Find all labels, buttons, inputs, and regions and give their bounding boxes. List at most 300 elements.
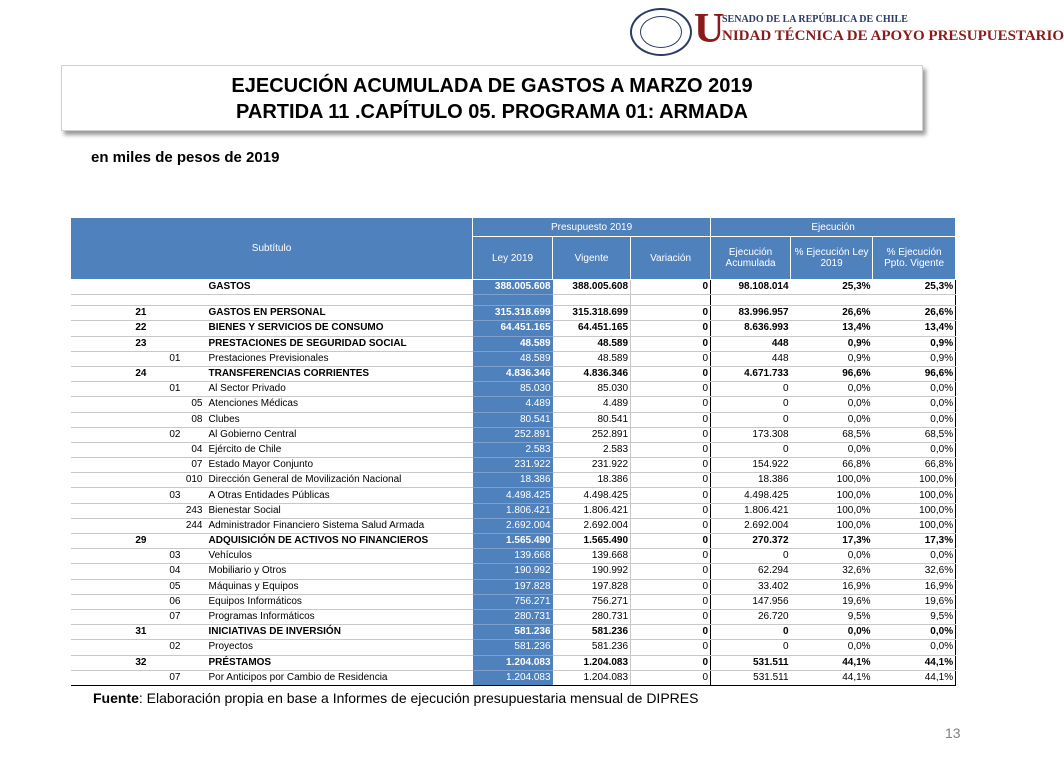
code-asignacion	[183, 549, 207, 564]
row-label: Por Anticipos por Cambio de Residencia	[207, 670, 473, 685]
value-pct-vigente: 44,1%	[873, 655, 956, 670]
code-subtitulo	[71, 382, 149, 397]
row-label: TRANSFERENCIAS CORRIENTES	[207, 366, 473, 381]
value-vigente: 190.992	[553, 564, 631, 579]
value-ejecucion: 1.806.421	[711, 503, 791, 518]
value-pct-ley: 100,0%	[791, 518, 873, 533]
value-vigente: 581.236	[553, 640, 631, 655]
value-ley: 139.668	[473, 549, 553, 564]
code-asignacion	[183, 534, 207, 549]
row-label: PRÉSTAMOS	[207, 655, 473, 670]
value-pct-vigente: 0,0%	[873, 412, 956, 427]
value-pct-ley: 100,0%	[791, 473, 873, 488]
value-ejecucion: 531.511	[711, 670, 791, 685]
value-pct-ley: 66,8%	[791, 458, 873, 473]
value-variacion: 0	[631, 397, 711, 412]
value-ejecucion: 0	[711, 625, 791, 640]
value-ley: 388.005.608	[473, 280, 553, 295]
value-ley: 252.891	[473, 427, 553, 442]
row-label: Al Gobierno Central	[207, 427, 473, 442]
value-vigente: 581.236	[553, 625, 631, 640]
senate-seal-inner	[640, 16, 682, 48]
code-asignacion	[183, 625, 207, 640]
code-asignacion	[183, 382, 207, 397]
value-ejecucion: 0	[711, 640, 791, 655]
table-row	[71, 473, 956, 488]
value-ejecucion: 0	[711, 412, 791, 427]
value-pct-vigente: 0,9%	[873, 351, 956, 366]
value-vigente: 1.204.083	[553, 670, 631, 685]
value-ley: 2.583	[473, 442, 553, 457]
value-variacion: 0	[631, 594, 711, 609]
code-item: 03	[149, 488, 183, 503]
value-pct-ley: 13,4%	[791, 321, 873, 336]
table-row	[71, 594, 956, 609]
code-subtitulo	[71, 412, 149, 427]
value-variacion: 0	[631, 518, 711, 533]
table-row	[71, 397, 956, 412]
value-variacion: 0	[631, 336, 711, 351]
code-item: 01	[149, 382, 183, 397]
value-pct-vigente: 96,6%	[873, 366, 956, 381]
value-vigente: 2.583	[553, 442, 631, 457]
value-variacion: 0	[631, 280, 711, 295]
code-item	[149, 503, 183, 518]
value-variacion: 0	[631, 609, 711, 624]
value-ley: 1.204.083	[473, 655, 553, 670]
value-ejecucion: 448	[711, 351, 791, 366]
source-note	[93, 690, 698, 706]
value-ley: 1.565.490	[473, 534, 553, 549]
value-pct-ley: 0,0%	[791, 640, 873, 655]
code-subtitulo: 29	[71, 534, 149, 549]
value-pct-vigente: 25,3%	[873, 280, 956, 295]
code-subtitulo	[71, 518, 149, 533]
code-subtitulo: 24	[71, 366, 149, 381]
value-vigente: 1.204.083	[553, 655, 631, 670]
table-row	[71, 518, 956, 533]
value-ley: 197.828	[473, 579, 553, 594]
value-ley: 80.541	[473, 412, 553, 427]
table-row	[71, 488, 956, 503]
row-label: Estado Mayor Conjunto	[207, 458, 473, 473]
value-ley: 280.731	[473, 609, 553, 624]
code-item: 02	[149, 427, 183, 442]
value-variacion: 0	[631, 382, 711, 397]
blank-cell	[207, 295, 473, 306]
value-pct-vigente: 0,0%	[873, 625, 956, 640]
value-pct-ley: 0,0%	[791, 442, 873, 457]
value-vigente: 2.692.004	[553, 518, 631, 533]
value-pct-vigente: 68,5%	[873, 427, 956, 442]
value-ley: 190.992	[473, 564, 553, 579]
code-item: 06	[149, 594, 183, 609]
value-vigente: 197.828	[553, 579, 631, 594]
value-vigente: 1.565.490	[553, 534, 631, 549]
value-pct-vigente: 13,4%	[873, 321, 956, 336]
value-variacion: 0	[631, 655, 711, 670]
code-item	[149, 397, 183, 412]
blank-cell	[631, 295, 711, 306]
value-ejecucion: 26.720	[711, 609, 791, 624]
value-pct-ley: 0,9%	[791, 336, 873, 351]
value-variacion: 0	[631, 427, 711, 442]
value-pct-ley: 68,5%	[791, 427, 873, 442]
value-pct-ley: 0,0%	[791, 382, 873, 397]
code-item	[149, 321, 183, 336]
table-row	[71, 336, 956, 351]
row-label: GASTOS EN PERSONAL	[207, 306, 473, 321]
budget-table	[70, 217, 956, 686]
value-pct-vigente: 100,0%	[873, 473, 956, 488]
value-variacion: 0	[631, 488, 711, 503]
code-item	[149, 655, 183, 670]
value-pct-ley: 0,0%	[791, 549, 873, 564]
value-vigente: 1.806.421	[553, 503, 631, 518]
value-pct-ley: 9,5%	[791, 609, 873, 624]
code-subtitulo	[71, 442, 149, 457]
value-vigente: 64.451.165	[553, 321, 631, 336]
code-asignacion: 05	[183, 397, 207, 412]
code-subtitulo: 22	[71, 321, 149, 336]
value-variacion: 0	[631, 321, 711, 336]
row-label: Bienestar Social	[207, 503, 473, 518]
header-ley: Ley 2019	[473, 237, 553, 280]
value-ley: 581.236	[473, 640, 553, 655]
table-row	[71, 655, 956, 670]
row-label: Equipos Informáticos	[207, 594, 473, 609]
value-ley: 4.836.346	[473, 366, 553, 381]
value-pct-vigente: 44,1%	[873, 670, 956, 685]
value-ley: 315.318.699	[473, 306, 553, 321]
code-subtitulo	[71, 640, 149, 655]
code-item	[149, 534, 183, 549]
code-item	[149, 473, 183, 488]
value-ejecucion: 531.511	[711, 655, 791, 670]
value-ley: 4.498.425	[473, 488, 553, 503]
value-pct-ley: 44,1%	[791, 655, 873, 670]
value-pct-ley: 32,6%	[791, 564, 873, 579]
value-ley: 581.236	[473, 625, 553, 640]
table-row	[71, 412, 956, 427]
code-item	[149, 442, 183, 457]
code-asignacion	[183, 640, 207, 655]
code-asignacion	[183, 488, 207, 503]
brand-senate-text: SENADO DE LA REPÚBLICA DE CHILE	[722, 14, 908, 25]
value-vigente: 139.668	[553, 549, 631, 564]
value-pct-ley: 96,6%	[791, 366, 873, 381]
code-item: 03	[149, 549, 183, 564]
value-ejecucion: 8.636.993	[711, 321, 791, 336]
title-line-2: PARTIDA 11 .CAPÍTULO 05. PROGRAMA 01: ARMADA	[236, 101, 748, 123]
value-vigente: 280.731	[553, 609, 631, 624]
row-label: Proyectos	[207, 640, 473, 655]
value-vigente: 4.489	[553, 397, 631, 412]
code-asignacion	[183, 321, 207, 336]
blank-cell	[183, 295, 207, 306]
value-pct-vigente: 0,9%	[873, 336, 956, 351]
value-variacion: 0	[631, 579, 711, 594]
code-subtitulo	[71, 609, 149, 624]
code-asignacion	[183, 351, 207, 366]
value-variacion: 0	[631, 534, 711, 549]
header-ejecucion-acumulada: Ejecución Acumulada	[711, 237, 791, 280]
value-ley: 1.204.083	[473, 670, 553, 685]
value-ejecucion: 4.498.425	[711, 488, 791, 503]
source-label: Fuente	[93, 690, 139, 706]
value-pct-vigente: 0,0%	[873, 382, 956, 397]
senate-seal-logo	[630, 8, 692, 56]
code-item: 01	[149, 351, 183, 366]
value-pct-vigente: 16,9%	[873, 579, 956, 594]
table-row	[71, 549, 956, 564]
row-label: Mobiliario y Otros	[207, 564, 473, 579]
header-pct-ley: % Ejecución Ley 2019	[791, 237, 873, 280]
code-item	[149, 458, 183, 473]
code-asignacion	[183, 306, 207, 321]
row-label: ADQUISICIÓN DE ACTIVOS NO FINANCIEROS	[207, 534, 473, 549]
header-presupuesto: Presupuesto 2019	[473, 218, 711, 237]
code-subtitulo	[71, 427, 149, 442]
value-pct-ley: 25,3%	[791, 280, 873, 295]
value-variacion: 0	[631, 640, 711, 655]
title-line-1: EJECUCIÓN ACUMULADA DE GASTOS A MARZO 2019	[231, 75, 753, 97]
value-ley: 231.922	[473, 458, 553, 473]
code-subtitulo	[71, 579, 149, 594]
value-pct-ley: 26,6%	[791, 306, 873, 321]
code-asignacion: 04	[183, 442, 207, 457]
value-vigente: 252.891	[553, 427, 631, 442]
value-ley: 756.271	[473, 594, 553, 609]
value-pct-ley: 0,0%	[791, 625, 873, 640]
code-asignacion: 244	[183, 518, 207, 533]
table-row	[71, 640, 956, 655]
code-asignacion	[183, 670, 207, 685]
value-ley: 4.489	[473, 397, 553, 412]
code-asignacion: 010	[183, 473, 207, 488]
value-variacion: 0	[631, 503, 711, 518]
code-item	[149, 306, 183, 321]
value-variacion: 0	[631, 564, 711, 579]
value-pct-vigente: 0,0%	[873, 442, 956, 457]
value-ejecucion: 33.402	[711, 579, 791, 594]
value-ejecucion: 448	[711, 336, 791, 351]
value-pct-vigente: 0,0%	[873, 640, 956, 655]
source-text: : Elaboración propia en base a Informes de ejecución presupuestaria mensual de DIPRES	[138, 690, 699, 706]
value-vigente: 4.498.425	[553, 488, 631, 503]
blank-cell	[473, 295, 553, 306]
value-pct-ley: 100,0%	[791, 503, 873, 518]
code-subtitulo	[71, 473, 149, 488]
table-row	[71, 458, 956, 473]
code-subtitulo	[71, 351, 149, 366]
value-ejecucion: 4.671.733	[711, 366, 791, 381]
page-number: 13	[945, 725, 961, 741]
table-row	[71, 427, 956, 442]
row-label: A Otras Entidades Públicas	[207, 488, 473, 503]
blank-cell	[873, 295, 956, 306]
table-row	[71, 295, 956, 306]
value-pct-vigente: 100,0%	[873, 503, 956, 518]
code-subtitulo	[71, 670, 149, 685]
code-subtitulo	[71, 397, 149, 412]
value-ejecucion: 2.692.004	[711, 518, 791, 533]
code-subtitulo: 21	[71, 306, 149, 321]
value-pct-vigente: 17,3%	[873, 534, 956, 549]
code-subtitulo	[71, 488, 149, 503]
code-item: 07	[149, 609, 183, 624]
value-pct-vigente: 19,6%	[873, 594, 956, 609]
value-ejecucion: 0	[711, 442, 791, 457]
code-subtitulo	[71, 280, 149, 295]
code-item: 04	[149, 564, 183, 579]
value-pct-ley: 44,1%	[791, 670, 873, 685]
value-pct-ley: 16,9%	[791, 579, 873, 594]
value-ejecucion: 270.372	[711, 534, 791, 549]
row-label: Máquinas y Equipos	[207, 579, 473, 594]
row-label: Al Sector Privado	[207, 382, 473, 397]
blank-cell	[553, 295, 631, 306]
value-vigente: 80.541	[553, 412, 631, 427]
value-vigente: 18.386	[553, 473, 631, 488]
value-variacion: 0	[631, 366, 711, 381]
row-label: BIENES Y SERVICIOS DE CONSUMO	[207, 321, 473, 336]
brand-unit-text: NIDAD TÉCNICA DE APOYO PRESUPUESTARIO	[722, 28, 1064, 44]
table-row	[71, 564, 956, 579]
code-item	[149, 336, 183, 351]
units-label: en miles de pesos de 2019	[91, 149, 280, 166]
title-box	[61, 65, 923, 131]
value-pct-ley: 0,0%	[791, 412, 873, 427]
value-variacion: 0	[631, 351, 711, 366]
table-row	[71, 503, 956, 518]
code-asignacion	[183, 427, 207, 442]
value-ejecucion: 62.294	[711, 564, 791, 579]
table-body	[71, 280, 956, 686]
header-pct-vigente: % Ejecución Ppto. Vigente	[873, 237, 956, 280]
value-ley: 2.692.004	[473, 518, 553, 533]
value-ley: 85.030	[473, 382, 553, 397]
value-pct-vigente: 26,6%	[873, 306, 956, 321]
value-pct-vigente: 0,0%	[873, 397, 956, 412]
code-asignacion	[183, 280, 207, 295]
table-row	[71, 609, 956, 624]
code-item	[149, 366, 183, 381]
code-asignacion	[183, 579, 207, 594]
value-ejecucion: 83.996.957	[711, 306, 791, 321]
value-pct-ley: 19,6%	[791, 594, 873, 609]
value-ejecucion: 173.308	[711, 427, 791, 442]
code-asignacion	[183, 609, 207, 624]
code-asignacion: 243	[183, 503, 207, 518]
table-row	[71, 321, 956, 336]
table-row	[71, 351, 956, 366]
code-subtitulo	[71, 594, 149, 609]
blank-cell	[791, 295, 873, 306]
value-vigente: 48.589	[553, 336, 631, 351]
code-subtitulo	[71, 503, 149, 518]
value-pct-vigente: 0,0%	[873, 549, 956, 564]
table-row	[71, 625, 956, 640]
row-label: Administrador Financiero Sistema Salud Armada	[207, 518, 473, 533]
row-label: GASTOS	[207, 280, 473, 295]
code-item: 02	[149, 640, 183, 655]
table-row	[71, 366, 956, 381]
table-row	[71, 534, 956, 549]
row-label: Programas Informáticos	[207, 609, 473, 624]
value-ejecucion: 0	[711, 397, 791, 412]
value-ley: 64.451.165	[473, 321, 553, 336]
value-variacion: 0	[631, 625, 711, 640]
value-vigente: 756.271	[553, 594, 631, 609]
value-ley: 48.589	[473, 351, 553, 366]
header-variacion: Variación	[631, 237, 711, 280]
value-vigente: 48.589	[553, 351, 631, 366]
code-subtitulo: 32	[71, 655, 149, 670]
value-pct-vigente: 100,0%	[873, 518, 956, 533]
code-item	[149, 518, 183, 533]
code-asignacion	[183, 336, 207, 351]
value-vigente: 315.318.699	[553, 306, 631, 321]
row-label: Clubes	[207, 412, 473, 427]
value-vigente: 85.030	[553, 382, 631, 397]
value-variacion: 0	[631, 412, 711, 427]
value-pct-ley: 0,0%	[791, 397, 873, 412]
table-row	[71, 382, 956, 397]
table-row	[71, 579, 956, 594]
value-variacion: 0	[631, 670, 711, 685]
value-ejecucion: 147.956	[711, 594, 791, 609]
value-pct-vigente: 9,5%	[873, 609, 956, 624]
code-asignacion: 07	[183, 458, 207, 473]
code-asignacion: 08	[183, 412, 207, 427]
value-pct-ley: 100,0%	[791, 488, 873, 503]
blank-cell	[711, 295, 791, 306]
code-item	[149, 625, 183, 640]
value-variacion: 0	[631, 306, 711, 321]
row-label: Prestaciones Previsionales	[207, 351, 473, 366]
code-asignacion	[183, 366, 207, 381]
value-vigente: 388.005.608	[553, 280, 631, 295]
value-vigente: 4.836.346	[553, 366, 631, 381]
row-label: INICIATIVAS DE INVERSIÓN	[207, 625, 473, 640]
row-label: Dirección General de Movilización Nacional	[207, 473, 473, 488]
table-row	[71, 280, 956, 295]
row-label: Ejército de Chile	[207, 442, 473, 457]
row-label: Vehículos	[207, 549, 473, 564]
code-asignacion	[183, 564, 207, 579]
code-item: 07	[149, 670, 183, 685]
row-label: PRESTACIONES DE SEGURIDAD SOCIAL	[207, 336, 473, 351]
value-ley: 18.386	[473, 473, 553, 488]
blank-cell	[71, 295, 149, 306]
blank-cell	[149, 295, 183, 306]
value-pct-vigente: 66,8%	[873, 458, 956, 473]
table-row	[71, 670, 956, 685]
value-pct-ley: 0,9%	[791, 351, 873, 366]
value-variacion: 0	[631, 549, 711, 564]
table-row	[71, 442, 956, 457]
code-subtitulo	[71, 458, 149, 473]
value-ejecucion: 0	[711, 549, 791, 564]
code-item	[149, 412, 183, 427]
header-ejecucion: Ejecución	[711, 218, 956, 237]
code-subtitulo: 23	[71, 336, 149, 351]
code-subtitulo: 31	[71, 625, 149, 640]
value-pct-vigente: 32,6%	[873, 564, 956, 579]
code-asignacion	[183, 594, 207, 609]
brand-initial: U	[694, 6, 725, 52]
